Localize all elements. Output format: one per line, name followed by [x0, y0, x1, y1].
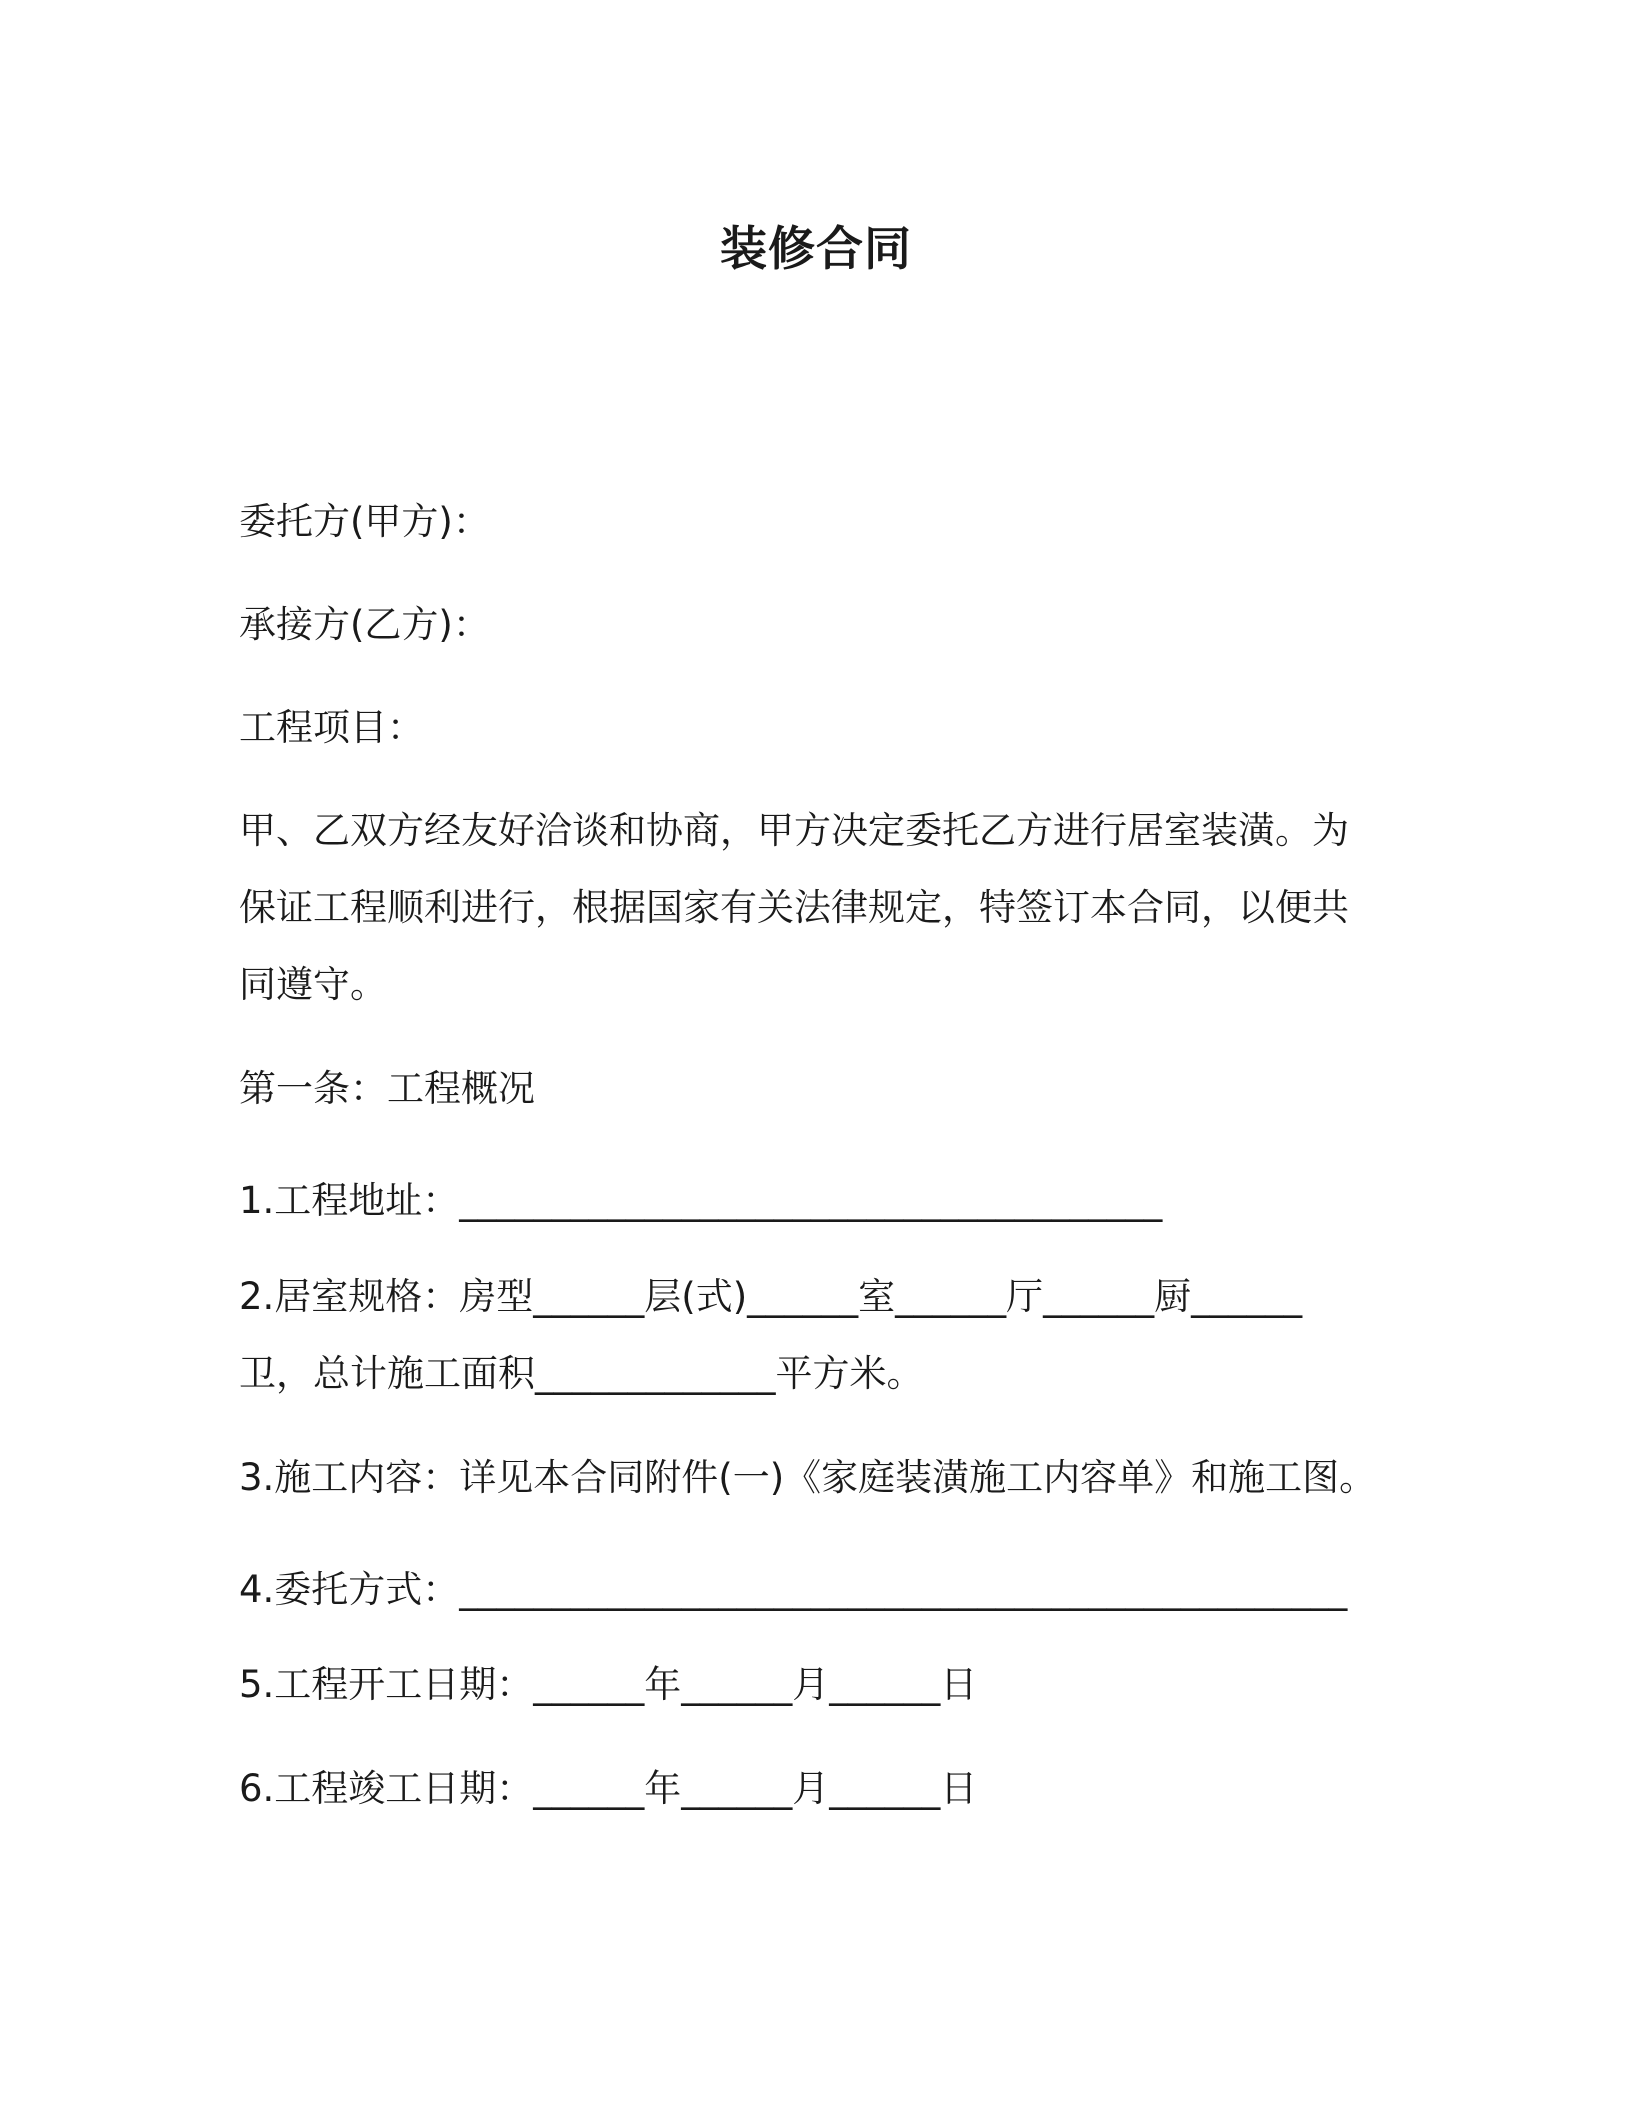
party-a-label: 委托方(甲方)： [239, 500, 490, 543]
item-6-completion-date: 6.工程竣工日期：______年______月______日 [239, 1767, 978, 1810]
article-1-heading: 第一条：工程概况 [239, 1067, 535, 1110]
item-3-construction-content: 3.施工内容：详见本合同附件(一)《家庭装潢施工内容单》和施工图。 [239, 1456, 1377, 1499]
item-2-room-spec-line-1: 2.居室规格：房型______层(式)______室______厅______厨______ [239, 1275, 1303, 1318]
item-5-start-date: 5.工程开工日期：______年______月______日 [239, 1663, 978, 1706]
item-1-project-address: 1.工程地址：______________________________________ [239, 1179, 1163, 1222]
item-4-commission-method: 4.委托方式：________________________________________________ [239, 1568, 1348, 1611]
item-2-room-spec-line-2: 卫，总计施工面积_____________平方米。 [239, 1352, 924, 1395]
project-label: 工程项目： [239, 706, 424, 749]
document-title: 装修合同 [720, 222, 912, 277]
intro-paragraph-line-2: 保证工程顺利进行，根据国家有关法律规定，特签订本合同，以便共 [239, 886, 1349, 929]
intro-paragraph-line-3: 同遵守。 [239, 963, 387, 1006]
party-b-label: 承接方(乙方)： [239, 603, 490, 646]
intro-paragraph-line-1: 甲、乙双方经友好洽谈和协商，甲方决定委托乙方进行居室装潢。为 [239, 809, 1349, 852]
